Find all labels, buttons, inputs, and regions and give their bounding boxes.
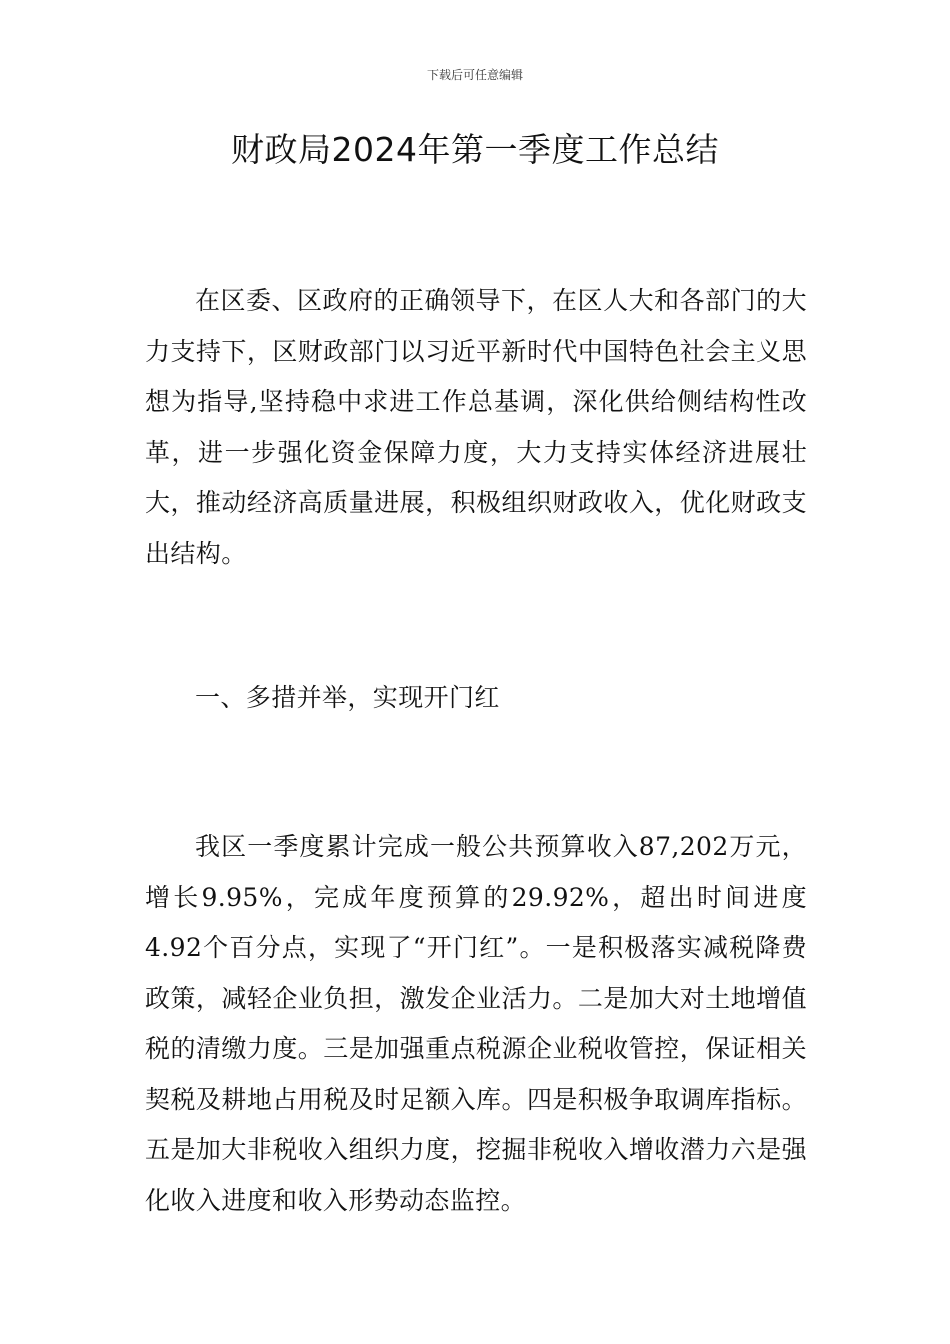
- intro-paragraph: 在区委、区政府的正确领导下，在区人大和各部门的大力支持下，区财政部门以习近平新时代中国特色社会主义思想为指导,坚持稳中求进工作总基调，深化供给侧结构性改革，进一步强化资金保障力度，大力支持实体经济进展壮大，推动经济高质量进展，积极组织财政收入，优化财政支出结构。: [145, 286, 807, 568]
- document-title: 财政局2024年第一季度工作总结: [231, 130, 719, 169]
- header-note: 下载后可任意编辑: [426, 68, 523, 82]
- section-heading: 一、多措并举，实现开门红: [195, 683, 500, 712]
- body-paragraph: 我区一季度累计完成一般公共预算收入87,202万元，增长9.95%，完成年度预算的29.92%，超出时间进度4.92个百分点，实现了“开门红”。一是积极落实减税降费政策，减轻企业负担，激发企业活力。二是加大对土地增值税的清缴力度。三是加强重点税源企业税收管控，保证相关契税及耕地占用税及时足额入库。四是积极争取调库指标。五是加大非税收入组织力度，挖掘非税收入增收潜力六是强化收入进度和收入形势动态监控。: [145, 832, 807, 1215]
